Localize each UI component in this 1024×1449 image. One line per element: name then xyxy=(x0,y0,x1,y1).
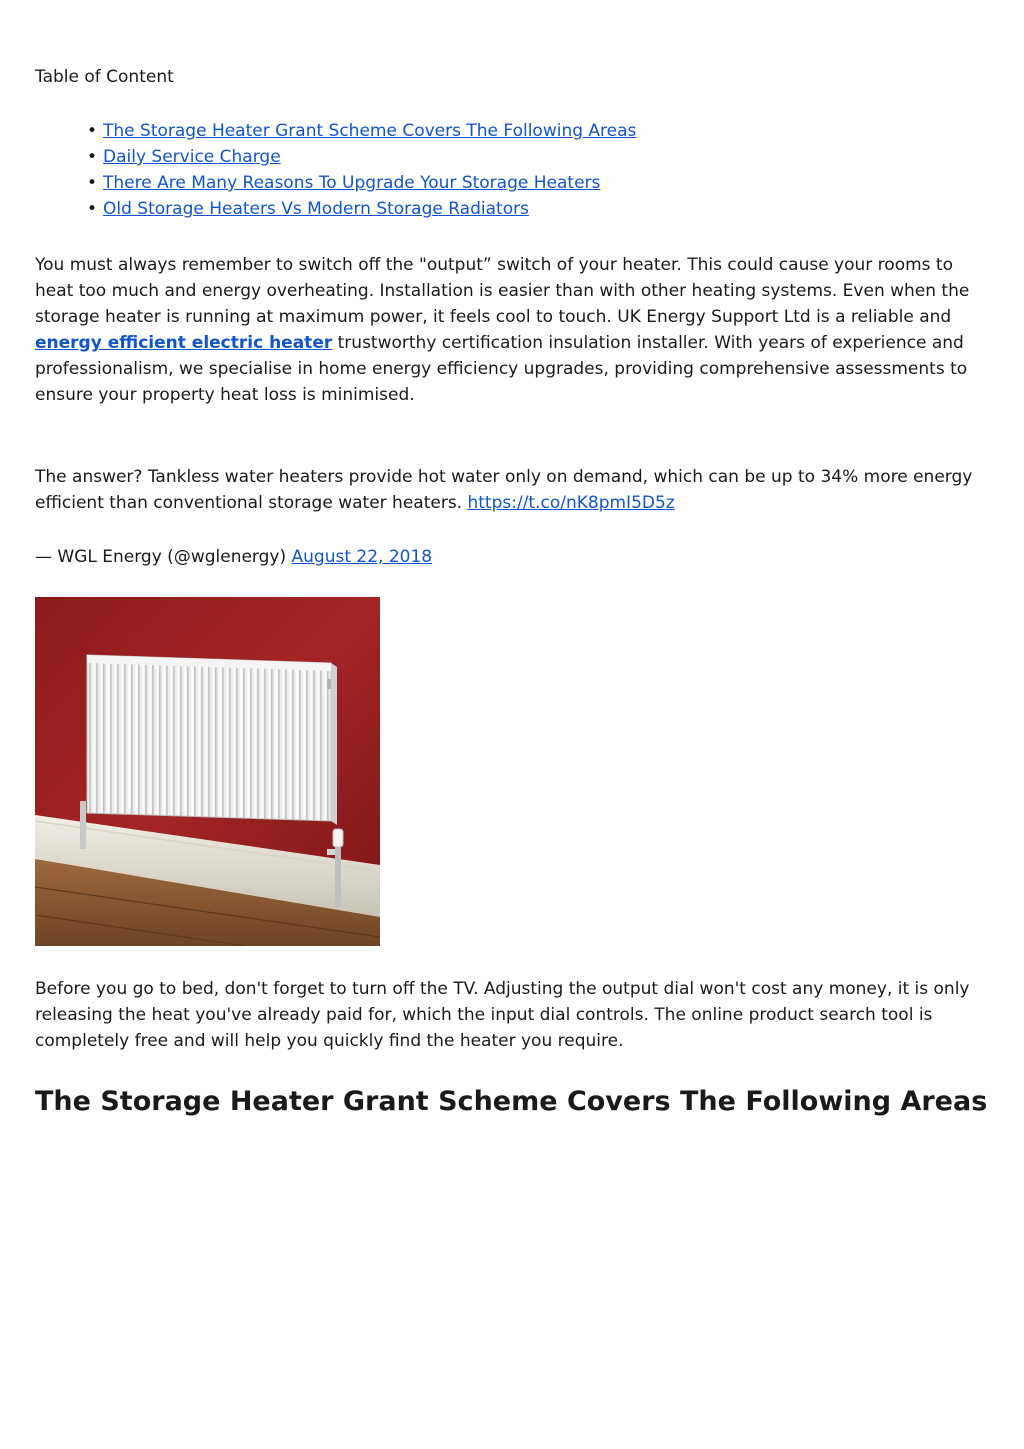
toc-item xyxy=(103,170,636,196)
toc-link-old-vs-modern[interactable]: Old Storage Heaters Vs Modern Storage Radiators xyxy=(103,199,529,219)
toc-link-daily-service-charge[interactable]: Daily Service Charge xyxy=(103,147,281,167)
radiator-photo xyxy=(35,597,380,946)
section-heading: The Storage Heater Grant Scheme Covers The Following Areas xyxy=(35,1086,988,1117)
closing-paragraph: Before you go to bed, don't forget to turn off the TV. Adjusting the output dial won't cost any money, it is only releasing the heat you've already paid for, which the input dial controls. The online product search tool is completely free and will help you quickly find the heater you require. xyxy=(35,979,970,1051)
intro-text-before: You must always remember to switch off the "output” switch of your heater. This could cause your rooms to heat too much and energy overheating. Installation is easier than with other heating systems. Even when the storage heater is running at maximum power, it feels cool to touch. UK Energy Support Ltd is a reliable and xyxy=(35,255,970,327)
intro-paragraph xyxy=(35,252,980,408)
tweet-link[interactable]: https://t.co/nK8pmI5D5z xyxy=(467,493,675,513)
tweet-author: — WGL Energy (@wglenergy) xyxy=(35,547,292,567)
tweet-attribution xyxy=(35,544,980,570)
toc-title: Table of Content xyxy=(35,67,174,87)
toc-item xyxy=(103,196,636,222)
toc-link-grant-scheme[interactable]: The Storage Heater Grant Scheme Covers The Following Areas xyxy=(103,121,637,141)
tweet-body: The answer? Tankless water heaters provide hot water only on demand, which can be up to 34% more energy efficient than conventional storage water heaters. xyxy=(35,467,973,513)
toc-list xyxy=(103,118,636,222)
toc-item xyxy=(103,144,636,170)
toc-item xyxy=(103,118,636,144)
tweet-date-link[interactable]: August 22, 2018 xyxy=(291,547,433,567)
energy-efficient-heater-link[interactable]: energy efficient electric heater xyxy=(35,333,333,353)
toc-link-upgrade-reasons[interactable]: There Are Many Reasons To Upgrade Your Storage Heaters xyxy=(103,173,601,193)
intro-text-after: trustworthy certification insulation installer. With years of experience and professionalism, we specialise in home energy efficiency upgrades, providing comprehensive assessments to ensure your property heat loss is minimised. xyxy=(35,333,968,405)
tweet-text xyxy=(35,464,980,516)
